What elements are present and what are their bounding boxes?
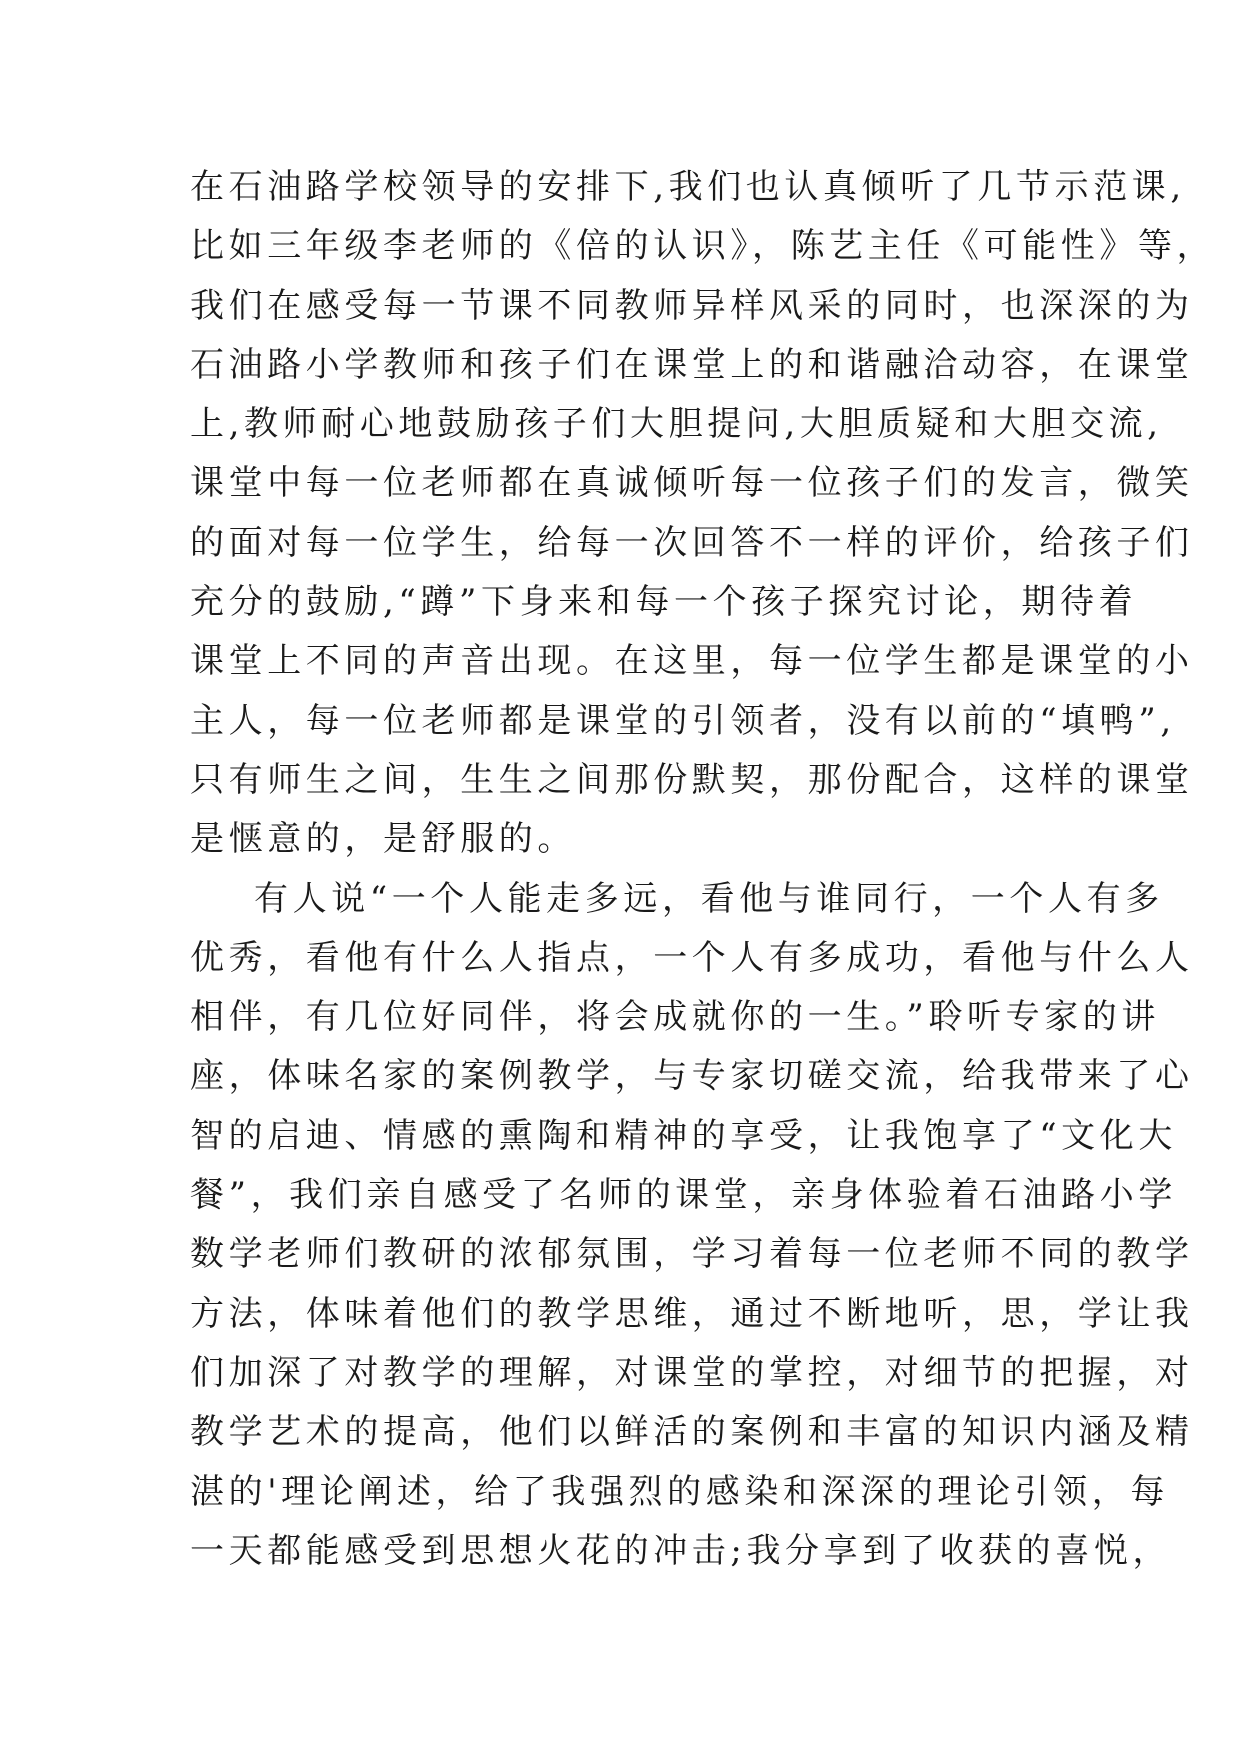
text-line: 一天都能感受到思想火花的冲击;我分享到了收获的喜悦， [190, 1530, 1172, 1571]
text-line: 上,教师耐心地鼓励孩子们大胆提问,大胆质疑和大胆交流, [190, 404, 1163, 445]
text-line: 座，体味名家的案例教学，与专家切磋交流，给我带来了心 [190, 1056, 1194, 1097]
paragraph-2 [190, 870, 1194, 1582]
body-text [190, 158, 1216, 1581]
text-line: 教学艺术的提高，他们以鲜活的案例和丰富的知识内涵及精 [190, 1412, 1194, 1453]
text-line: 在石油路学校领导的安排下,我们也认真倾听了几节示范课, [190, 167, 1186, 207]
paragraph-1 [190, 158, 1216, 870]
text-line: 我们在感受每一节课不同教师异样风采的同时，也深深的为 [190, 285, 1194, 326]
text-line: 优秀，看他有什么人指点，一个人有多成功，看他与什么人 [190, 937, 1194, 978]
text-line: 主人，每一位老师都是课堂的引领者，没有以前的“填鸭”, [190, 700, 1176, 741]
text-line: 湛的'理论阐述，给了我强烈的感染和深深的理论引领，每 [190, 1471, 1169, 1512]
text-line: 方法，体味着他们的教学思维，通过不断地听，思，学让我 [190, 1293, 1194, 1334]
text-line: 课堂中每一位老师都在真诚倾听每一位孩子们的发言，微笑 [190, 463, 1194, 504]
text-line: 餐”，我们亲自感受了名师的课堂，亲身体验着石油路小学 [190, 1175, 1177, 1216]
text-line: 充分的鼓励,“蹲”下身来和每一个孩子探究讨论，期待着 [190, 582, 1138, 623]
text-line: 们加深了对教学的理解，对课堂的掌控，对细节的把握，对 [190, 1352, 1194, 1393]
text-line: 有人说“一个人能走多远，看他与谁同行，一个人有多 [254, 878, 1164, 919]
text-line: 是惬意的，是舒服的。 [190, 819, 576, 860]
text-line: 只有师生之间，生生之间那份默契，那份配合，这样的课堂 [190, 759, 1194, 800]
text-line: 智的启迪、情感的熏陶和精神的享受，让我饱享了“文化大 [190, 1115, 1177, 1156]
text-line: 数学老师们教研的浓郁氛围，学习着每一位老师不同的教学 [190, 1234, 1194, 1275]
text-line: 比如三年级李老师的《倍的认识》，陈艺主任《可能性》等， [190, 226, 1216, 267]
text-line: 的面对每一位学生，给每一次回答不一样的评价，给孩子们 [190, 522, 1194, 563]
text-line: 课堂上不同的声音出现。在这里，每一位学生都是课堂的小 [190, 641, 1194, 682]
text-line: 石油路小学教师和孩子们在课堂上的和谐融洽动容，在课堂 [190, 344, 1194, 385]
text-line: 相伴，有几位好同伴，将会成就你的一生。”聆听专家的讲 [190, 997, 1160, 1038]
